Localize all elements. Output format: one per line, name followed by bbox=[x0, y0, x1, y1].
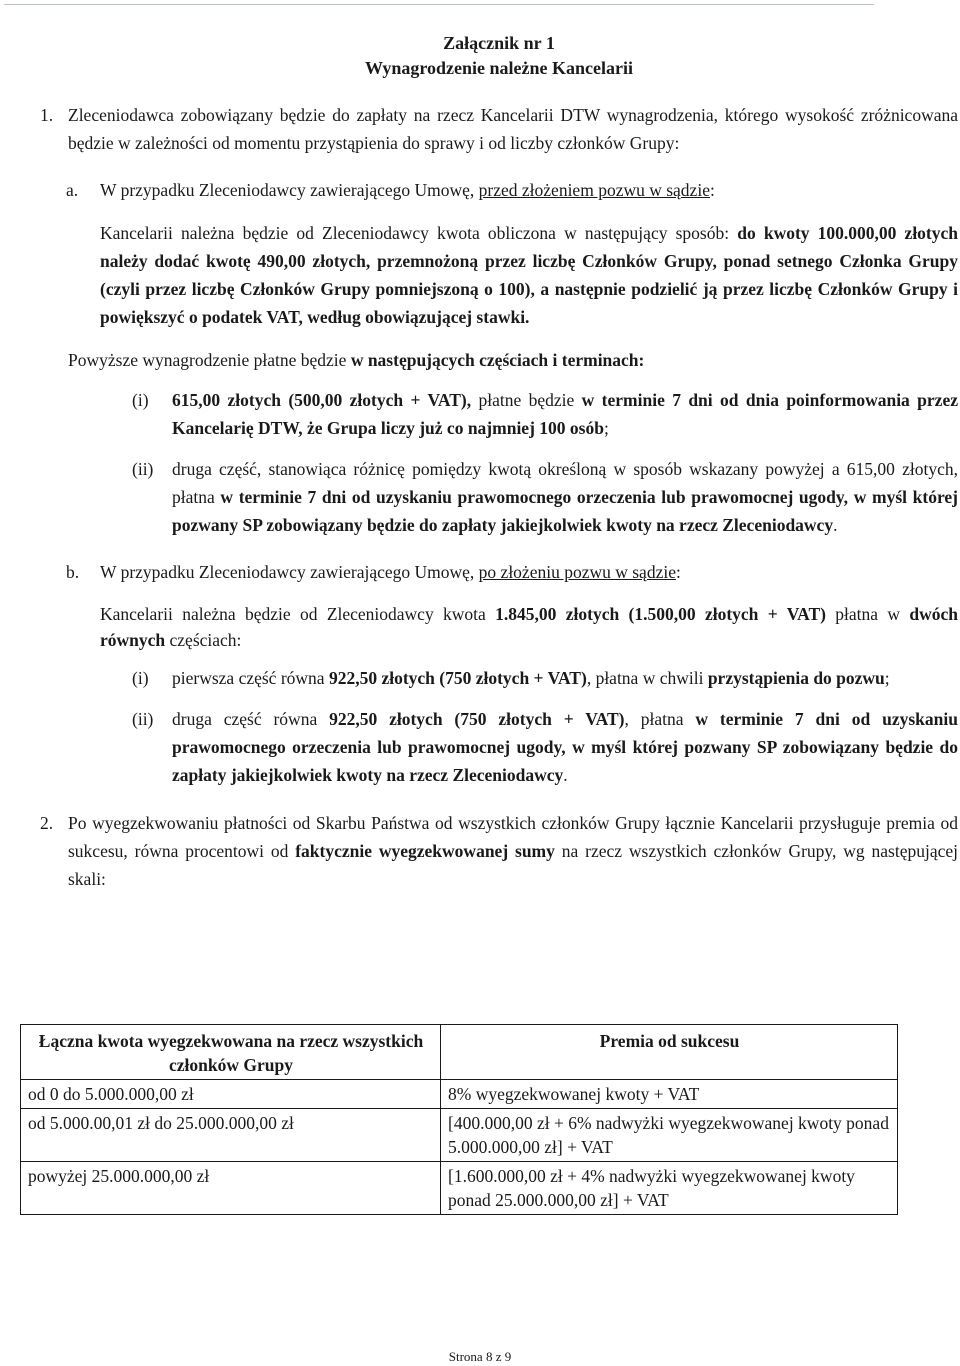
section-a-body-bold: do kwoty 100.000,00 złotych należy dodać kwotę 490,00 złotych, przemnożoną przez liczbę Członków Grupy, ponad setnego Członka Grupy (czyli przez liczbę Członków Grupy pomniejszoną o 100), a następnie podzielić ją przez liczbę Członków Grupy i powiększyć o podatek VAT, według obowiązującej stawki. bbox=[100, 223, 959, 327]
part-amount: 922,50 złotych (750 złotych + VAT) bbox=[329, 709, 625, 729]
table-cell: powyżej 25.000.000,00 zł bbox=[21, 1162, 441, 1215]
b-body-plain-3: częściach: bbox=[165, 630, 242, 650]
section-a-payment-intro bbox=[68, 346, 958, 374]
table-cell: od 0 do 5.000.000,00 zł bbox=[21, 1080, 441, 1109]
table-cell: od 5.000.00,01 zł do 25.000.000,00 zł bbox=[21, 1109, 441, 1162]
table-cell: [400.000,00 zł + 6% nadwyżki wyegzekwowanej kwoty ponad 5.000.000,00 zł] + VAT bbox=[441, 1109, 898, 1162]
section-b-intro-underlined: po złożeniu pozwu w sądzie bbox=[478, 562, 676, 582]
section-a-heading bbox=[66, 176, 958, 204]
section-b-intro-end: : bbox=[675, 562, 681, 582]
part-number: (ii) bbox=[132, 709, 154, 729]
section-a-intro-end: : bbox=[709, 180, 715, 200]
section-b-heading bbox=[66, 558, 958, 586]
part-number: (i) bbox=[132, 390, 149, 410]
section-b-part-i bbox=[132, 664, 958, 692]
part-deadline: w terminie 7 dni od uzyskaniu prawomocnego orzeczenia lub prawomocnej ugody, w myśl której pozwany SP zobowiązany będzie do zapłaty jakiejkolwiek kwoty na rzecz Zleceniodawcy bbox=[172, 487, 958, 535]
part-deadline: w terminie 7 dni od uzyskaniu prawomocnego orzeczenia lub prawomocnej ugody, w myśl której pozwany SP zobowiązany będzie do zapłaty jakiejkolwiek kwoty na rzecz Zleceniodawcy bbox=[172, 709, 958, 785]
success-fee-table bbox=[20, 1024, 898, 1215]
item-1 bbox=[40, 101, 958, 157]
item-2-text-end: na rzecz wszystkich członków Grupy, wg następującej skali: bbox=[68, 841, 958, 889]
part-deadline: w terminie 7 dni od dnia poinformowania przez Kancelarię DTW, że Grupa liczy już co najmniej 100 osób bbox=[172, 390, 958, 438]
section-b-part-ii bbox=[132, 705, 958, 789]
part-number: (i) bbox=[132, 668, 149, 688]
section-b-body bbox=[100, 601, 958, 653]
part-text: pierwsza część równa bbox=[172, 668, 329, 688]
item-2-text: Po wyegzekwowaniu płatności od Skarbu Państwa od wszystkich członków Grupy łącznie Kancelarii przysługuje premia od sukcesu, równa procentowi od bbox=[68, 813, 958, 861]
section-b-parts bbox=[132, 664, 958, 789]
section-a-body-plain: Kancelarii należna będzie od Zleceniodawcy kwota obliczona w następujący sposób: bbox=[100, 223, 738, 243]
part-text: , płatna bbox=[624, 709, 696, 729]
table-header-cell: Premia od sukcesu bbox=[441, 1025, 898, 1080]
b-body-plain-1: Kancelarii należna będzie od Zleceniodawcy kwota bbox=[100, 604, 496, 624]
table-row bbox=[21, 1109, 898, 1162]
table-cell: 8% wyegzekwowanej kwoty + VAT bbox=[441, 1080, 898, 1109]
b-body-bold-2: dwóch równych bbox=[100, 604, 959, 650]
section-a-part-i bbox=[132, 386, 958, 442]
item-1-text: Zleceniodawca zobowiązany będzie do zapłaty na rzecz Kancelarii DTW wynagrodzenia, którego wysokość zróżnicowana będzie w zależności od momentu przystąpienia do sprawy i od liczby członków Grupy: bbox=[68, 105, 958, 153]
part-punct: ; bbox=[884, 668, 890, 688]
part-text: płatne będzie bbox=[471, 390, 582, 410]
part-number: (ii) bbox=[132, 459, 154, 479]
item-2-bold: faktycznie wyegzekwowanej sumy bbox=[295, 841, 555, 861]
table-row bbox=[21, 1162, 898, 1215]
annex-title: Załącznik nr 1 bbox=[443, 33, 555, 53]
section-b-intro: W przypadku Zleceniodawcy zawierającego Umowę, bbox=[100, 562, 479, 582]
b-body-plain-2: płatna w bbox=[825, 604, 910, 624]
page-footer: Strona 8 z 9 bbox=[448, 1349, 512, 1364]
section-a-intro-underlined: przed złożeniem pozwu w sądzie bbox=[478, 180, 710, 200]
section-a-intro: W przypadku Zleceniodawcy zawierającego Umowę, bbox=[100, 180, 479, 200]
document-heading bbox=[40, 31, 958, 81]
annex-subtitle: Wynagrodzenie należne Kancelarii bbox=[365, 58, 633, 78]
part-deadline: przystąpienia do pozwu bbox=[707, 668, 885, 688]
top-rule bbox=[4, 4, 874, 5]
part-text: , płatna w chwili bbox=[586, 668, 708, 688]
part-amount: 615,00 złotych (500,00 złotych + VAT), bbox=[172, 390, 472, 410]
table-row bbox=[21, 1080, 898, 1109]
item-1-number: 1. bbox=[40, 105, 54, 125]
payment-intro-bold: w następujących częściach i terminach: bbox=[350, 350, 645, 370]
table-header-row bbox=[21, 1025, 898, 1080]
section-a-part-ii bbox=[132, 455, 958, 539]
part-punct: . bbox=[563, 765, 568, 785]
item-2-number: 2. bbox=[40, 813, 54, 833]
section-a-parts bbox=[132, 386, 958, 539]
part-punct: . bbox=[833, 515, 838, 535]
part-text: druga część równa bbox=[172, 709, 330, 729]
part-punct: ; bbox=[603, 418, 609, 438]
section-b-letter: b. bbox=[66, 562, 80, 582]
section-a-letter: a. bbox=[66, 180, 79, 200]
part-text: druga część, stanowiąca różnicę pomiędzy kwotą określoną w sposób wskazany powyżej a 615,00 złotych, płatna bbox=[172, 459, 958, 507]
table-header-cell: Łączna kwota wyegzekwowana na rzecz wszystkich członków Grupy bbox=[21, 1025, 441, 1080]
b-body-amount: 1.845,00 złotych (1.500,00 złotych + VAT) bbox=[495, 604, 826, 624]
payment-intro-plain: Powyższe wynagrodzenie płatne będzie bbox=[68, 350, 351, 370]
section-a-body bbox=[100, 219, 958, 331]
table-cell: [1.600.000,00 zł + 4% nadwyżki wyegzekwowanej kwoty ponad 25.000.000,00 zł] + VAT bbox=[441, 1162, 898, 1215]
item-2 bbox=[40, 809, 958, 893]
part-amount: 922,50 złotych (750 złotych + VAT) bbox=[328, 668, 587, 688]
document-body bbox=[40, 31, 958, 893]
